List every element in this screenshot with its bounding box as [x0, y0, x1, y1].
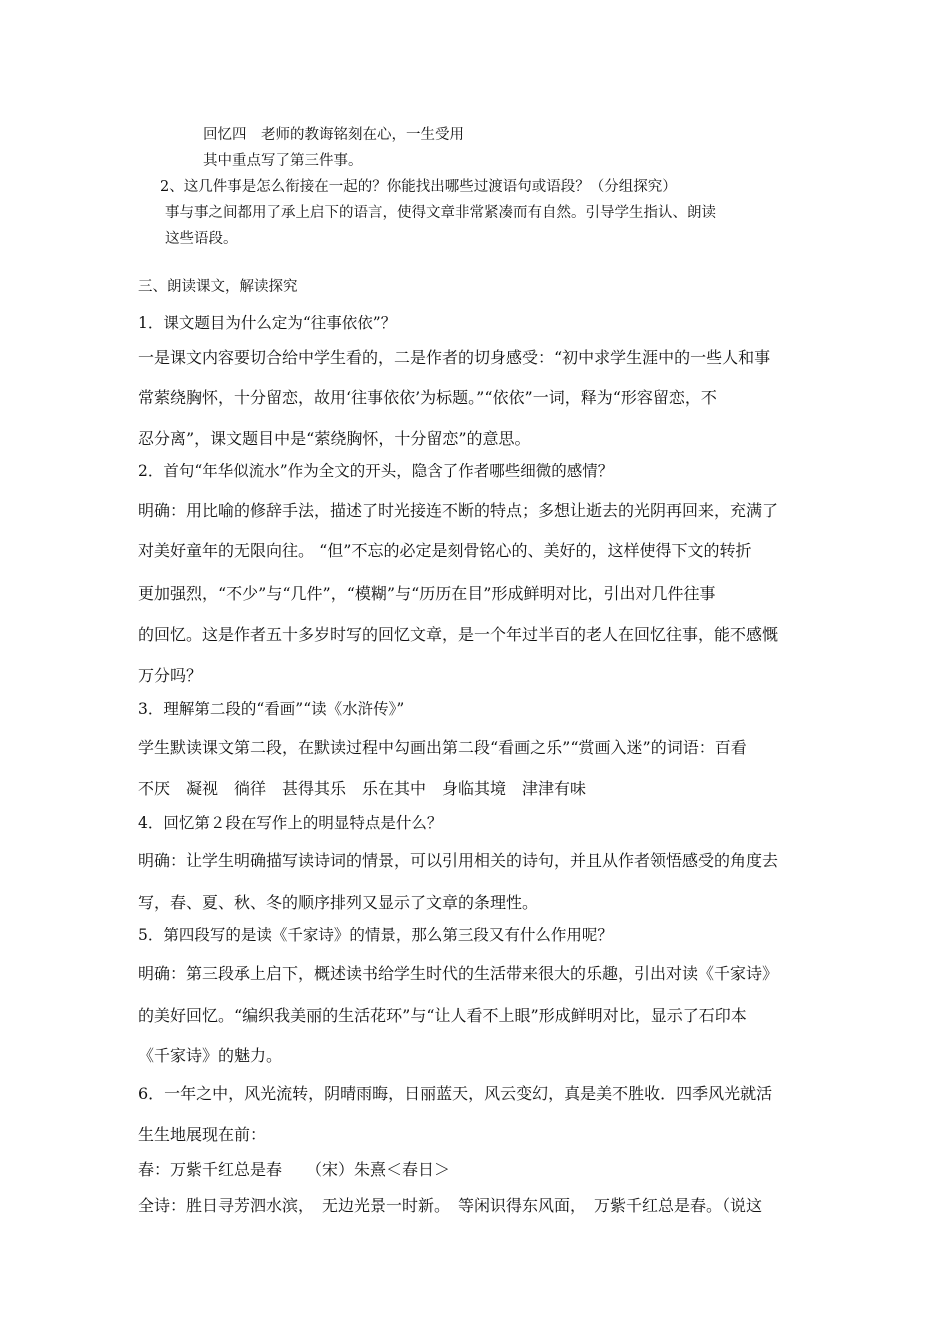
answer-1-line-3: 忍分离”，课文题目中是“萦绕胸怀，十分留恋”的意思。 [138, 429, 531, 448]
outline-memory-four: 回忆四 老师的教诲铭刻在心，一生受用 [203, 127, 464, 143]
full-poem-line: 全诗：胜日寻芳泗水滨， 无边光景一时新。 等闲识得东风面， 万紫千红总是春。（说这 [138, 1196, 763, 1215]
answer-2-line-3: 更加强烈，“不少”与“几件”，“模糊”与“历历在目”形成鲜明对比，引出对几件往事 [138, 584, 716, 603]
answer-3-line-1: 学生默读课文第二段，在默读过程中勾画出第二段“看画之乐”“赏画入迷”的词语：百看 [138, 738, 747, 757]
question-5: 5．第四段写的是读《千家诗》的情景，那么第三段又有什么作用呢？ [138, 926, 613, 944]
section-heading: 三、朗读课文，解读探究 [138, 279, 298, 295]
outline-question-2: 2、这几件事是怎么衔接在一起的？你能找出哪些过渡语句或语段？（分组探究） [160, 179, 677, 195]
outline-focus-note: 其中重点写了第三件事。 [203, 153, 363, 169]
answer-2-line-5: 万分吗？ [138, 666, 203, 685]
paragraph-6-line-2: 生生地展现在前： [138, 1125, 267, 1144]
answer-4-line-2: 写，春、夏、秋、冬的顺序排列又显示了文章的条理性。 [138, 893, 539, 912]
paragraph-6-line-1: 6．一年之中，风光流转，阴晴雨晦，日丽蓝天，风云变幻，真是美不胜收．四季风光就活 [138, 1084, 773, 1103]
question-1: 1．课文题目为什么定为“往事依依”？ [138, 314, 397, 332]
answer-3-line-2: 不厌 凝视 徜徉 甚得其乐 乐在其中 身临其境 津津有味 [138, 779, 587, 798]
answer-5-line-1: 明确：第三段承上启下，概述读书给学生时代的生活带来很大的乐趣，引出对读《千家诗》 [138, 964, 779, 983]
answer-1-line-2: 常萦绕胸怀，十分留恋，故用‘往事依依’为标题。”“依依”一词，释为“形容留恋，不 [138, 388, 717, 407]
answer-2-line-1: 明确：用比喻的修辞手法，描述了时光接连不断的特点；多想让逝去的光阴再回来，充满了 [138, 501, 779, 520]
outline-answer-2-line-2: 这些语段。 [165, 231, 238, 247]
spring-poem-title: 春：万紫千红总是春 （宋）朱熹＜春日＞ [138, 1160, 451, 1179]
question-3: 3．理解第二段的“看画”“读《水浒传》” [138, 700, 405, 718]
answer-4-line-1: 明确：让学生明确描写读诗词的情景，可以引用相关的诗句，并且从作者领悟感受的角度去 [138, 851, 779, 870]
outline-answer-2-line-1: 事与事之间都用了承上启下的语言，使得文章非常紧凑而有自然。引导学生指认、朗读 [165, 205, 716, 221]
answer-2-line-4: 的回忆。这是作者五十多岁时写的回忆文章，是一个年过半百的老人在回忆往事，能不感慨 [138, 625, 779, 644]
answer-5-line-3: 《千家诗》的魅力。 [138, 1046, 283, 1065]
answer-1-line-1: 一是课文内容要切合给中学生看的，二是作者的切身感受：“初中求学生涯中的一些人和事 [138, 348, 771, 367]
answer-5-line-2: 的美好回忆。“编织我美丽的生活花环”与“让人看不上眼”形成鲜明对比，显示了石印本 [138, 1006, 747, 1025]
question-4: 4．回忆第２段在写作上的明显特点是什么？ [138, 814, 443, 832]
question-2: 2．首句“年华似流水”作为全文的开头，隐含了作者哪些细微的感情？ [138, 462, 614, 480]
answer-2-line-2: 对美好童年的无限向往。 “但”不忘的必定是刻骨铭心的、美好的，这样使得下文的转折 [138, 541, 752, 560]
